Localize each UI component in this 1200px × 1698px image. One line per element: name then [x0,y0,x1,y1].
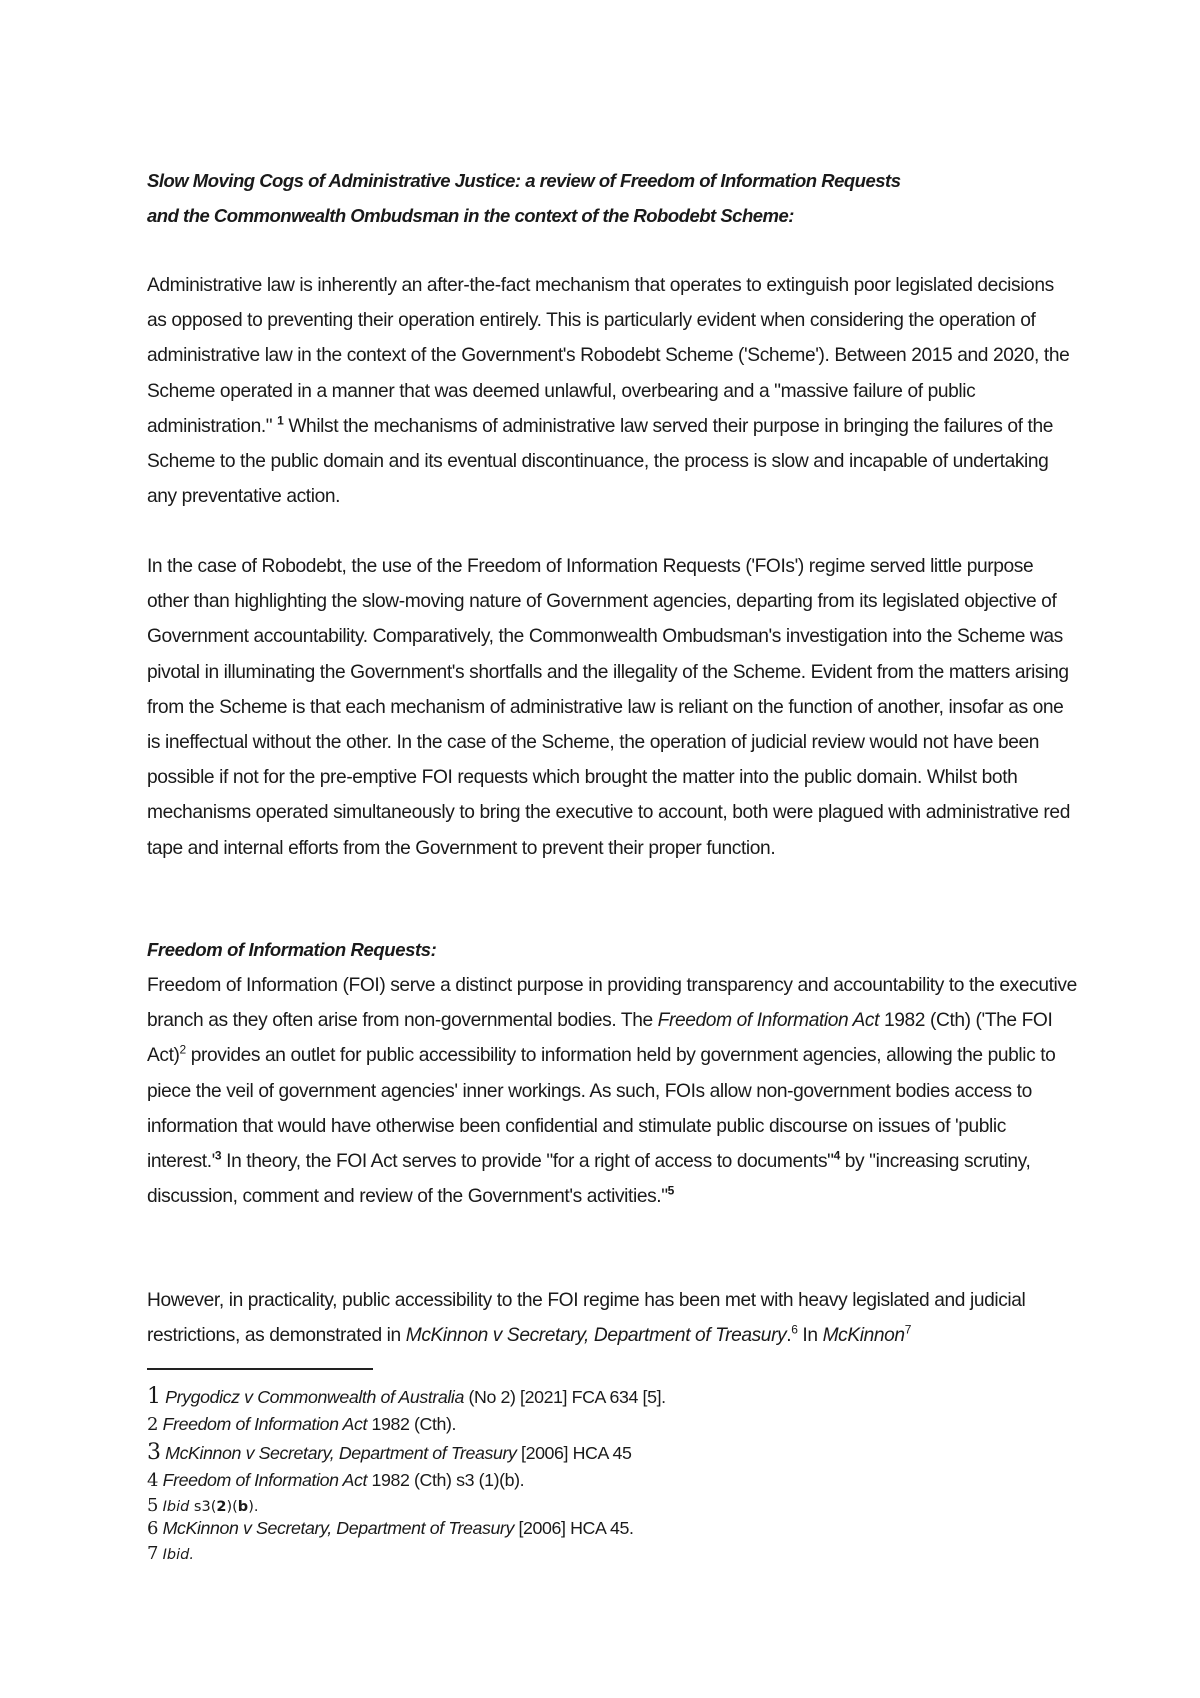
robodebt-text: In the case of Robodebt, the use of the Freedom of Information Requests ('FOIs') regime served little purpose other than highlighting the slow-moving nature of Government agencies, departing from its legislated objective of Government accountability. Comparatively, the Commonwealth Ombudsman's investigation into the Scheme was pivotal in illuminating the Government's shortfalls and the illegality of the Scheme. Evident from the matters arising from the Scheme is that each mechanism of administrative law is reliant on the function of another, insofar as one is ineffectual without the other. In the case of the Scheme, the operation of judicial review would not have been possible if not for the pre-emptive FOI requests which brought the matter into the public domain. Whilst both mechanisms operated simultaneously to bring the executive to account, both were plagued with administrative red tape and internal efforts from the Government to prevent their proper function. [147,556,1070,859]
document-title [147,164,1077,233]
footnote-rest: 1982 (Cth) s3 (1)(b). [367,1470,525,1490]
footnote-rest: [2006] HCA 45 [516,1443,632,1463]
practicality-text-b: . [786,1325,792,1347]
footnote-italic: Ibid [162,1499,190,1515]
foi-paragraph [147,968,1077,1214]
footnote-italic: McKinnon v Secretary, Department of Treasury [165,1443,517,1463]
footnote-bold-a: 2 [216,1499,227,1515]
footnote-italic: Freedom of Information Act [162,1414,367,1434]
foi-text-b: 1982 (Cth) ('The FOI Act) [147,1010,1053,1067]
foi-text-c: provides an outlet for public accessibility to information held by government agencies, allowing the public to piece the veil of government agencies' inner workings. As such, FOIs allow non-government bodies access to information that would have otherwise been confidential and stimulate public discourse on issues of 'public interest.' [147,1045,1056,1173]
footnote-ref-6[interactable]: 6 [791,1322,798,1337]
footnote-italic: Freedom of Information Act [162,1470,367,1490]
foi-text-d: In theory, the FOI Act serves to provide "for a right of access to documents" [221,1151,834,1173]
footnote-italic: Ibid. [162,1547,194,1563]
footnote-number: 4 [147,1470,159,1491]
foi-text-e: by "increasing scrutiny, discussion, comment and review of the Government's activities." [147,1151,1031,1208]
intro-paragraph [147,268,1077,514]
foi-act-italic: Freedom of Information Act [657,1010,880,1032]
footnote-6 [147,1516,1077,1541]
robodebt-paragraph [147,549,1077,866]
footnote-italic: McKinnon v Secretary, Department of Treasury [162,1518,514,1538]
footnote-bold-b: b [237,1499,249,1515]
footnote-number: 3 [147,1440,161,1465]
mckinnon-short-italic: McKinnon [822,1325,905,1347]
footnote-number: 5 [147,1495,159,1516]
foi-subheading: Freedom of Information Requests: [147,939,437,960]
footnote-7 [147,1541,1077,1567]
footnote-ref-3[interactable]: 3 [214,1148,222,1163]
intro-text-b: Whilst the mechanisms of administrative law served their purpose in bringing the failures of the Scheme to the public domain and its eventual discontinuance, the process is slow and incapable of undertaking any preventative action. [147,415,1053,508]
title-line-1: Slow Moving Cogs of Administrative Justice: a review of Freedom of Information Requests [147,170,901,191]
footnote-2 [147,1412,1077,1437]
foi-text-a: Freedom of Information (FOI) serve a distinct purpose in providing transparency and accountability to the executive branch as they often arise from non-governmental bodies. The [147,975,1077,1032]
footnote-ref-5[interactable]: 5 [667,1183,674,1198]
footnote-rest: 1982 (Cth). [367,1414,457,1434]
mckinnon-case-italic: McKinnon v Secretary, Department of Treasury [405,1325,787,1347]
footnote-number: 6 [147,1518,159,1539]
footnote-ref-7[interactable]: 7 [904,1322,911,1337]
footnote-number: 2 [147,1414,159,1435]
practicality-paragraph [147,1283,1077,1353]
practicality-text-c: In [797,1325,823,1347]
footnote-rest-b: )( [226,1499,238,1515]
footnote-number: 7 [147,1543,159,1564]
footnote-3 [147,1441,1077,1465]
footnote-1 [147,1385,1077,1409]
footnote-italic: Prygodicz v Commonwealth of Australia [165,1387,464,1407]
footnote-rest-c: ). [248,1499,259,1515]
footnote-rest: (No 2) [2021] FCA 634 [5]. [463,1387,666,1407]
footnote-ref-4[interactable]: 4 [833,1148,840,1163]
footnote-rest: [2006] HCA 45. [513,1518,634,1538]
footnote-ref-2[interactable]: 2 [179,1043,186,1058]
footnote-separator [147,1368,373,1370]
footnote-4 [147,1468,1077,1493]
intro-text-a: Administrative law is inherently an after-the-fact mechanism that operates to extinguish poor legislated decisions as opposed to preventing their operation entirely. This is particularly evident when considering the operation of administrative law in the context of the Government's Robodebt Scheme ('Scheme'). Between 2015 and 2020, the Scheme operated in a manner that was deemed unlawful, overbearing and a "massive failure of public administration." [147,275,1070,437]
footnote-rest-a: s3( [189,1499,217,1515]
practicality-text-a: However, in practicality, public accessibility to the FOI regime has been met with heavy legislated and judicial restrictions, as demonstrated in [147,1290,1026,1347]
footnote-ref-1[interactable]: 1 [277,413,284,428]
footnote-number: 1 [147,1384,161,1409]
title-line-2: and the Commonwealth Ombudsman in the context of the Robodebt Scheme: [147,204,794,226]
